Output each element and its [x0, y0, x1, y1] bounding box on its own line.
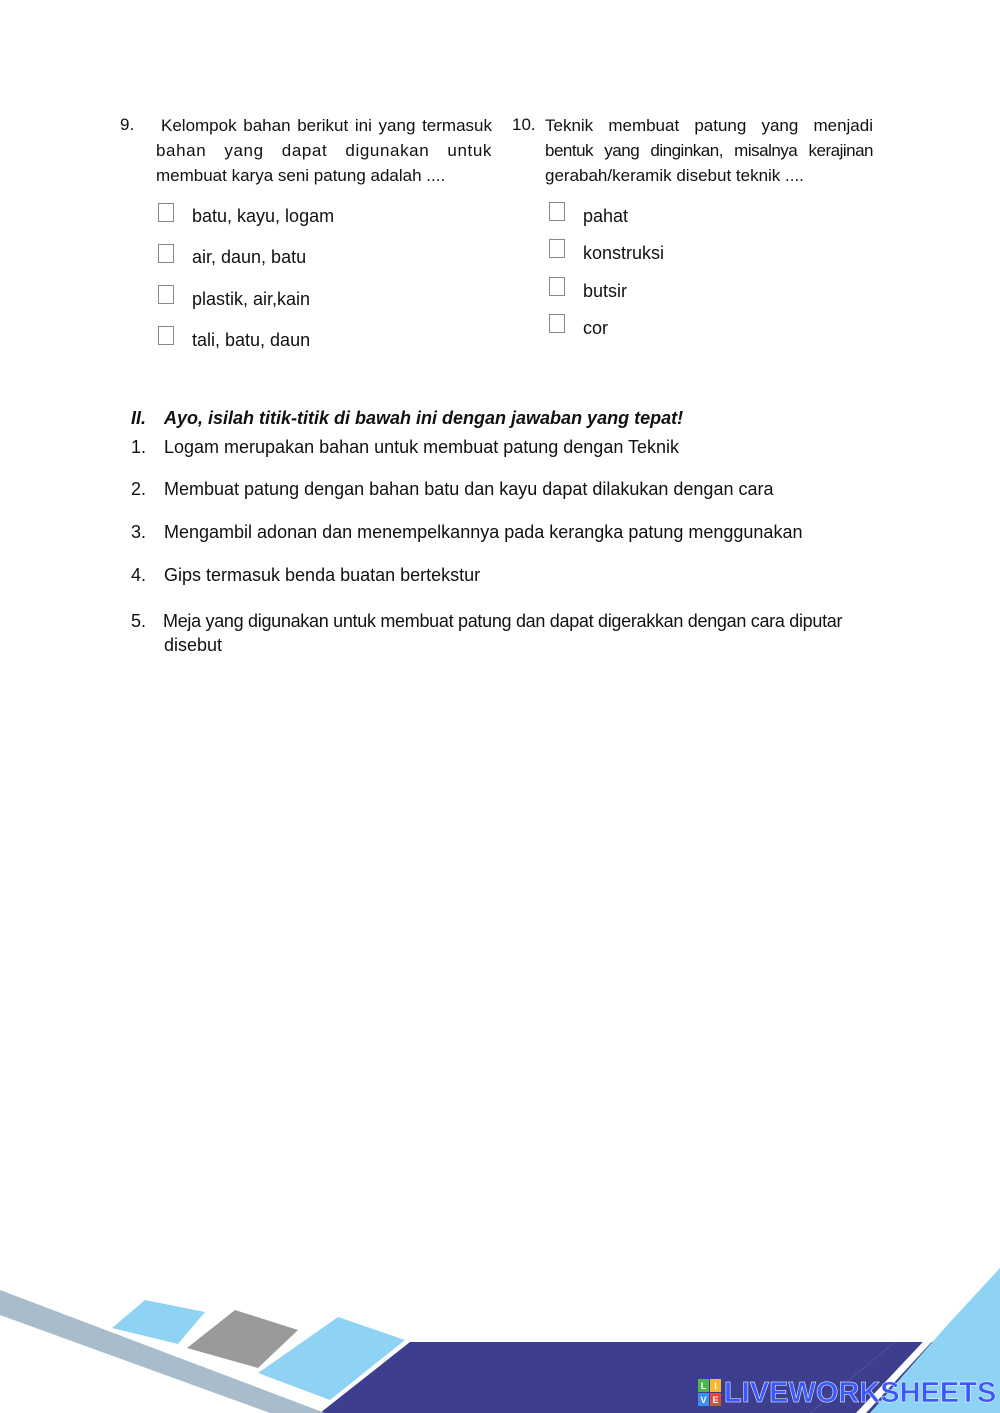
question-number: 10.	[512, 115, 536, 134]
logo-mark	[698, 1379, 722, 1407]
checkbox-q9-option-1[interactable]	[158, 203, 174, 222]
checkbox-q10-option-1[interactable]	[549, 202, 565, 221]
fill-item-1: 1. Logam merupakan bahan untuk membuat patung dengan Teknik	[131, 437, 680, 457]
q10-option-3: butsir	[583, 281, 628, 301]
question-number: 9.	[120, 115, 135, 134]
checkbox-q10-option-4[interactable]	[549, 314, 565, 333]
section-title: Ayo, isilah titik-titik di bawah ini dengan jawaban yang tepat!	[164, 408, 684, 428]
checkbox-q10-option-2[interactable]	[549, 239, 565, 258]
checkbox-q10-option-3[interactable]	[549, 277, 565, 296]
section-2-heading	[131, 408, 831, 429]
fill-item-5: 5. Meja yang digunakan untuk membuat patung dan dapat digerakkan dengan cara diputar disebut	[131, 611, 843, 655]
q10-option-1: pahat	[583, 206, 629, 226]
q10-option-2: konstruksi	[583, 243, 665, 263]
q9-option-4: tali, batu, daun	[192, 330, 311, 350]
checkbox-q9-option-4[interactable]	[158, 326, 174, 345]
checkbox-q9-option-2[interactable]	[158, 244, 174, 263]
q9-option-2: air, daun, batu	[192, 247, 307, 267]
checkbox-q9-option-3[interactable]	[158, 285, 174, 304]
footer-light-blue-tile-1	[112, 1300, 205, 1344]
question-text: Kelompok bahan berikut ini yang termasuk bahan yang dapat digunakan untuk membuat karya seni patung adalah ....	[156, 116, 492, 185]
fill-item-4: 4. Gips termasuk benda buatan bertekstur	[131, 565, 481, 585]
svg-text:L: L	[700, 1381, 707, 1391]
fill-item-3: 3. Mengambil adonan dan menempelkannya pada kerangka patung menggunakan	[131, 522, 803, 542]
q9-option-3: plastik, air,kain	[192, 289, 311, 309]
liveworksheets-logo	[698, 1378, 996, 1408]
logo-text: LIVEWORKSHEETS	[724, 1376, 997, 1409]
question-text: Teknik membuat patung yang menjadi bentuk yang dinginkan, misalnya kerajinan gerabah/keramik disebut teknik ....	[545, 116, 873, 185]
section-numeral: II.	[131, 408, 147, 428]
fill-item-2: 2. Membuat patung dengan bahan batu dan kayu dapat dilakukan dengan cara	[131, 479, 774, 499]
q9-option-1: batu, kayu, logam	[192, 206, 335, 226]
svg-text:V: V	[700, 1395, 707, 1405]
q10-option-4: cor	[583, 318, 609, 338]
svg-text:E: E	[712, 1395, 719, 1405]
svg-text:I: I	[714, 1381, 717, 1391]
